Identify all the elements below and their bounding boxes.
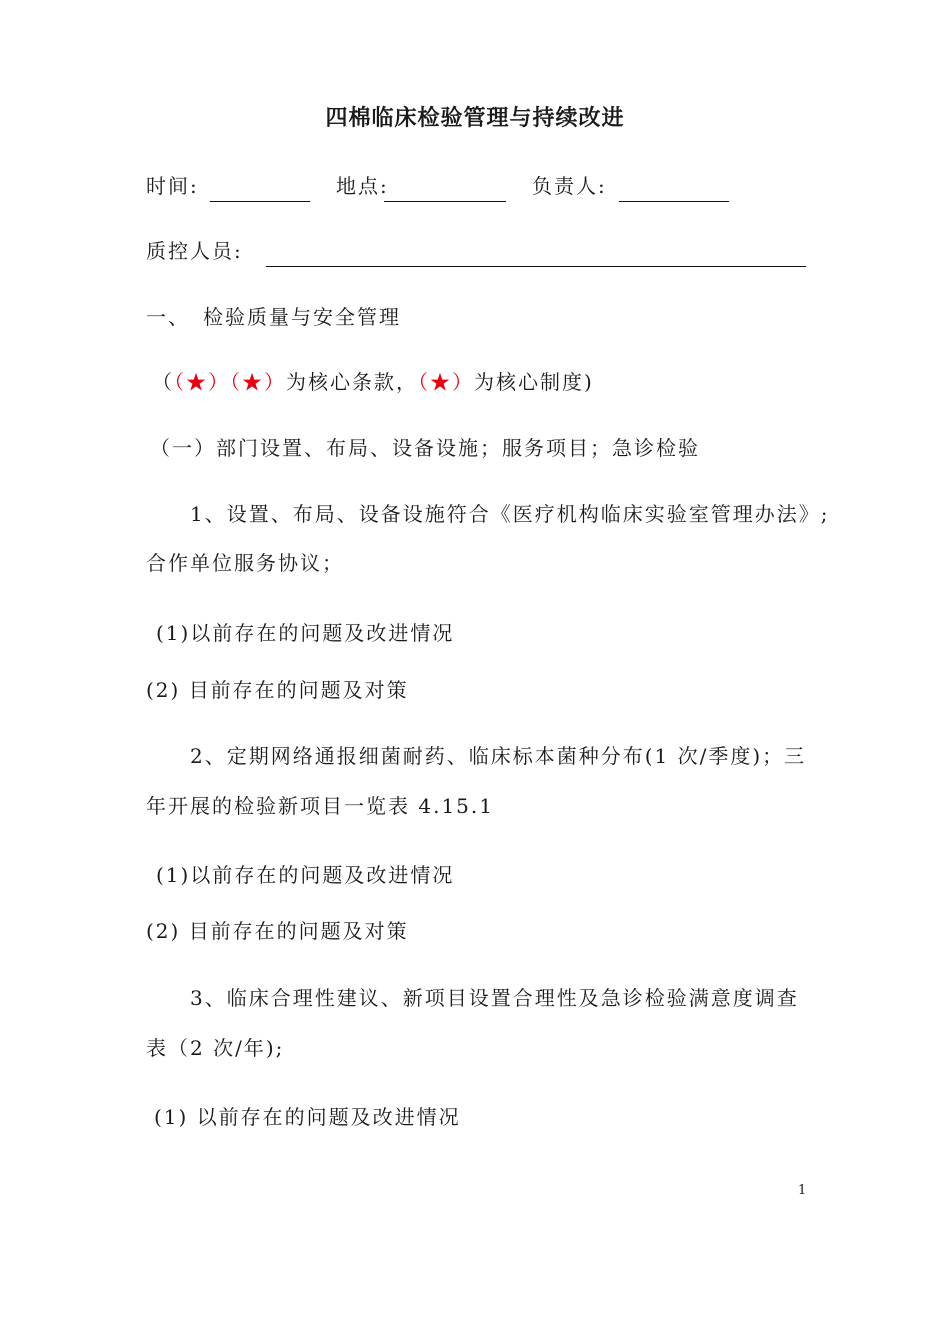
star-icon-core-system: （★） xyxy=(418,370,474,394)
owner-blank-line xyxy=(619,201,729,202)
item2-text-line2: 年开展的检验新项目一览表 4.15.1 xyxy=(146,794,494,818)
qc-staff-label: 质控人员: xyxy=(146,239,243,263)
star-icon-core-clause-a: （★） xyxy=(174,370,230,394)
owner-label: 负责人: xyxy=(532,174,607,198)
core-clause-text: 为核心条款， xyxy=(286,370,418,394)
time-label: 时间: xyxy=(146,174,199,198)
item1-current-issues: (2) 目前存在的问题及对策 xyxy=(146,678,409,702)
subsection-heading: （一）部门设置、布局、设备设施；服务项目；急诊检验 xyxy=(150,436,700,460)
time-blank-line xyxy=(210,201,310,202)
place-blank-line xyxy=(384,201,506,202)
item2-previous-issues: (1)以前存在的问题及改进情况 xyxy=(156,863,455,887)
page-number: 1 xyxy=(798,1183,807,1198)
item1-text-line1: 1、设置、布局、设备设施符合《医疗机构临床实验室管理办法》; xyxy=(190,502,830,526)
section-heading: 检验质量与安全管理 xyxy=(203,305,401,329)
place-label: 地点: xyxy=(336,174,389,198)
core-system-text: 为核心制度) xyxy=(474,370,594,394)
item1-previous-issues: (1)以前存在的问题及改进情况 xyxy=(156,621,455,645)
item3-previous-issues: (1) 以前存在的问题及改进情况 xyxy=(154,1105,461,1129)
item3-text-line1: 3、临床合理性建议、新项目设置合理性及急诊检验满意度调查 xyxy=(190,986,799,1010)
legend-line xyxy=(152,372,594,392)
legend-open-paren: （ xyxy=(152,370,174,394)
item3-text-line2: 表（2 次/年); xyxy=(146,1036,285,1060)
star-icon-core-clause-b: （★） xyxy=(230,370,286,394)
section-number: 一、 xyxy=(146,305,190,329)
item2-current-issues: (2) 目前存在的问题及对策 xyxy=(146,919,409,943)
document-title: 四棉临床检验管理与持续改进 xyxy=(325,106,625,131)
qc-staff-blank-line xyxy=(266,266,806,267)
item1-text-line2: 合作单位服务协议； xyxy=(146,551,344,575)
item2-text-line1: 2、定期网络通报细菌耐药、临床标本菌种分布(1 次/季度)；三 xyxy=(190,744,807,768)
